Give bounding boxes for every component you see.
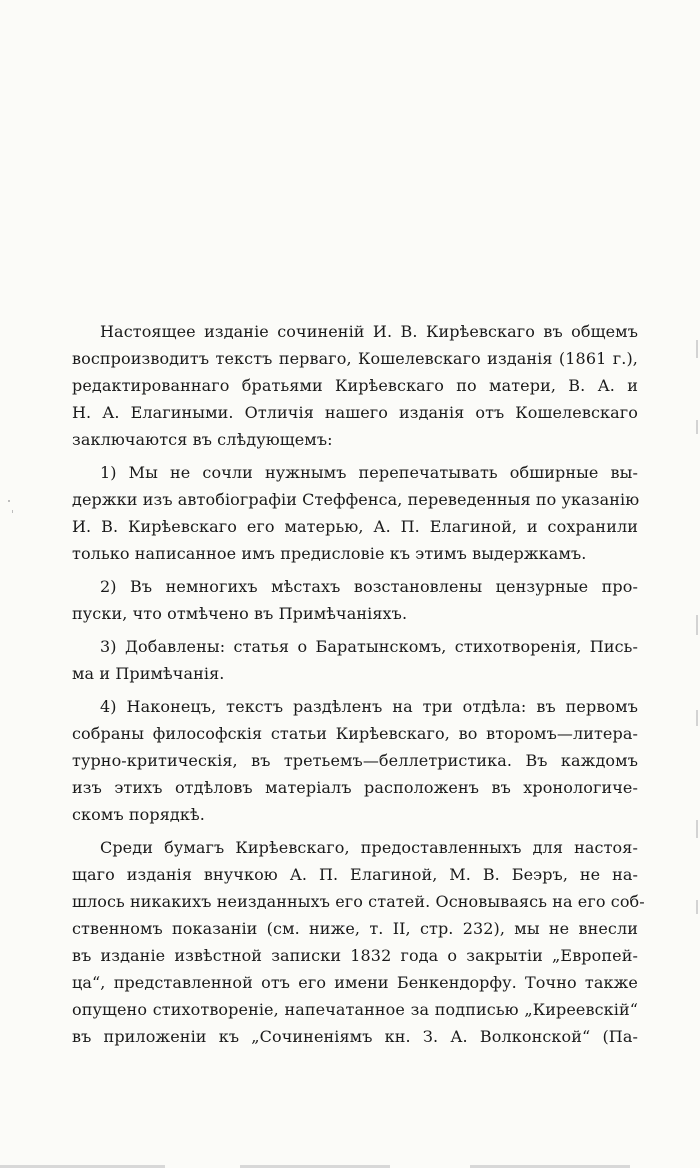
text-line: ца“, представленной отъ его имени Бенкендорфу. Точно также bbox=[72, 973, 638, 992]
text-line: воспроизводитъ текстъ перваго, Кошелевскаго изданія (1861 г.), bbox=[72, 349, 638, 368]
text-line: щаго изданія внучкою А. П. Елагиной, М. В. Беэръ, не на- bbox=[72, 865, 638, 884]
text-line: изъ этихъ отдѣловъ матеріалъ расположенъ въ хронологиче- bbox=[72, 778, 638, 797]
scan-speck bbox=[8, 500, 10, 502]
text-line: Н. А. Елагиными. Отличія нашего изданія отъ Кошелевскаго bbox=[72, 403, 638, 422]
text-line: И. В. Кирѣевскаго его матерью, А. П. Елагиной, и сохранили bbox=[72, 517, 638, 536]
text-line: шлось никакихъ неизданныхъ его статей. Основываясь на его соб- bbox=[72, 892, 645, 911]
paragraph-4 bbox=[72, 633, 638, 687]
text-line: ма и Примѣчанія. bbox=[72, 664, 225, 683]
scan-speck bbox=[12, 510, 13, 513]
paragraph-6 bbox=[72, 834, 645, 1050]
page-edge-mark bbox=[696, 710, 698, 726]
text-line: въ приложеніи къ „Сочиненіямъ кн. З. А. Волконской“ (Па- bbox=[72, 1027, 638, 1046]
text-line: турно-критическія, въ третьемъ—беллетристика. Въ каждомъ bbox=[72, 751, 638, 770]
page-edge-mark bbox=[696, 340, 698, 358]
text-line: Среди бумагъ Кирѣевскаго, предоставленныхъ для настоя- bbox=[100, 838, 638, 857]
text-line: собраны философскія статьи Кирѣевскаго, во второмъ—литера- bbox=[72, 724, 638, 743]
text-line: пуски, что отмѣчено въ Примѣчаніяхъ. bbox=[72, 604, 408, 623]
page-edge-mark bbox=[696, 420, 698, 434]
body-text bbox=[72, 318, 645, 1050]
text-line: держки изъ автобіографіи Стеффенса, переведенныя по указанію bbox=[72, 490, 640, 509]
text-line: въ изданіе извѣстной записки 1832 года о закрытіи „Европей- bbox=[72, 946, 638, 965]
text-line: только написанное имъ предисловіе къ этимъ выдержкамъ. bbox=[72, 544, 587, 563]
page-edge-mark bbox=[696, 900, 698, 914]
text-line: Настоящее изданіе сочиненій И. В. Кирѣевскаго въ общемъ bbox=[100, 322, 638, 341]
text-line: редактированнаго братьями Кирѣевскаго по матери, В. А. и bbox=[72, 376, 638, 395]
text-line: заключаются въ слѣдующемъ: bbox=[72, 430, 333, 449]
text-line: 1) Мы не сочли нужнымъ перепечатывать обширные вы- bbox=[100, 463, 638, 482]
text-line: 3) Добавлены: статья о Баратынскомъ, стихотворенія, Пись- bbox=[100, 637, 638, 656]
text-line: 4) Наконецъ, текстъ раздѣленъ на три отдѣла: въ первомъ bbox=[100, 697, 638, 716]
text-line: скомъ порядкѣ. bbox=[72, 805, 205, 824]
text-line: опущено стихотвореніе, напечатанное за подписью „Киреевскій“ bbox=[72, 1000, 638, 1019]
text-line: 2) Въ немногихъ мѣстахъ возстановлены цензурные про- bbox=[100, 577, 638, 596]
paragraph-5 bbox=[72, 693, 638, 828]
page-edge-mark bbox=[696, 820, 698, 838]
paragraph-3 bbox=[72, 573, 638, 627]
text-line: ственномъ показаніи (см. ниже, т. II, стр. 232), мы не внесли bbox=[72, 919, 638, 938]
paragraph-1 bbox=[72, 318, 638, 453]
paragraph-2 bbox=[72, 459, 638, 567]
page-edge-mark bbox=[696, 615, 698, 635]
